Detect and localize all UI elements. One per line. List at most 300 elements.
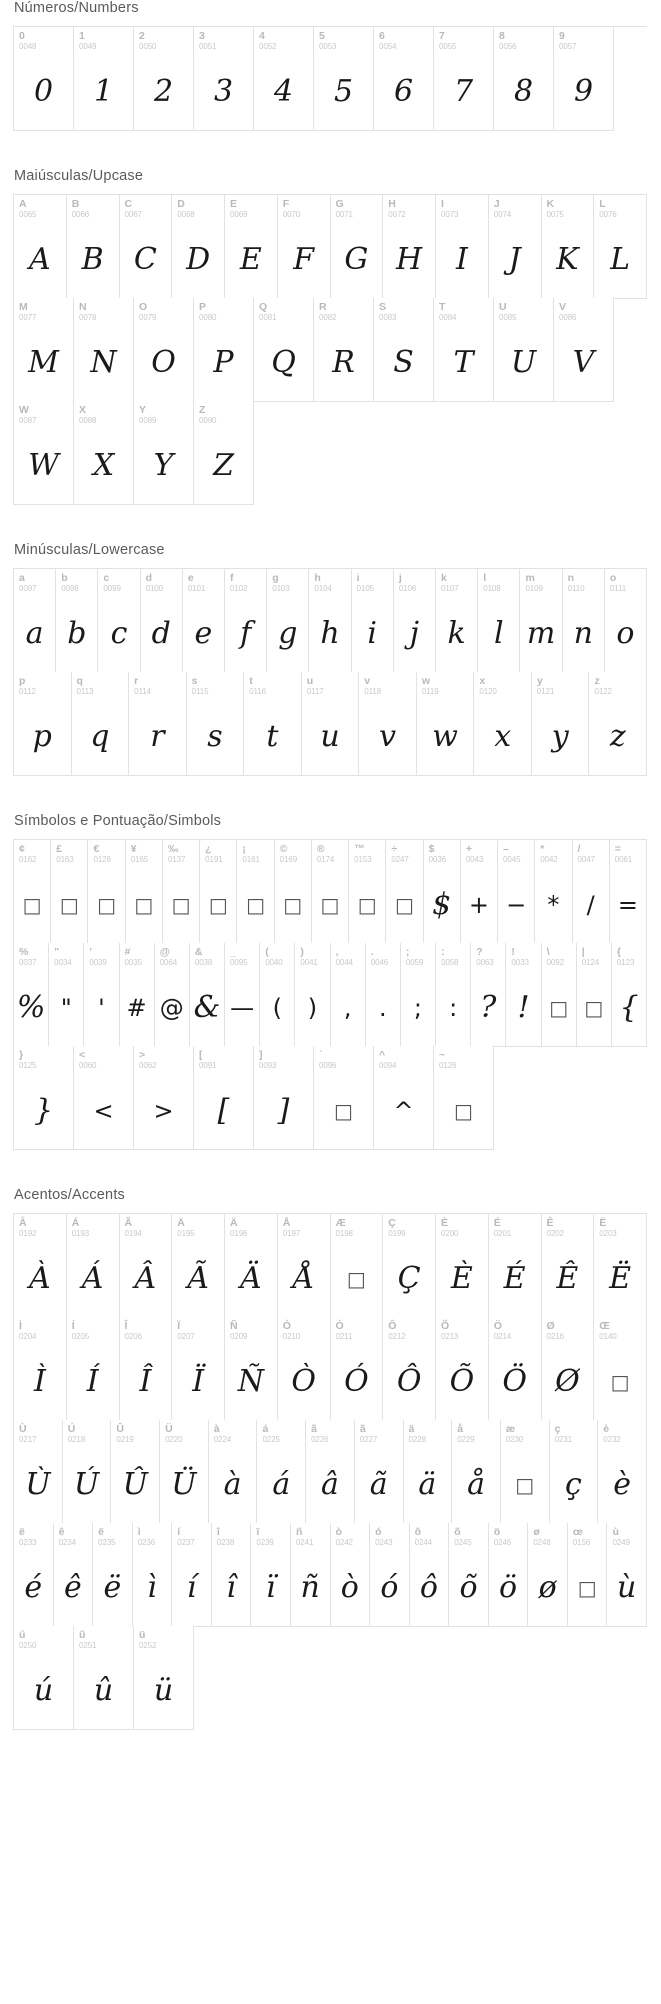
glyph-cell[interactable] [194,401,254,505]
glyph-cell[interactable] [14,943,49,1047]
glyph-cell[interactable] [72,672,130,776]
glyph-cell[interactable] [366,943,401,1047]
glyph-cell[interactable] [267,569,309,673]
glyph-meta [275,840,311,864]
glyph-cell[interactable] [314,1046,374,1150]
glyph-cell[interactable] [424,840,461,944]
glyph-cell[interactable] [394,569,436,673]
glyph-code: 0109 [525,584,543,593]
glyph-cell[interactable] [14,672,72,776]
glyph-cell[interactable] [194,1046,254,1150]
glyph-cell[interactable] [14,27,74,131]
glyph-cell[interactable] [374,1046,434,1150]
glyph-preview: " [60,993,72,1022]
glyph-cell[interactable] [254,27,314,131]
glyph-cell[interactable] [295,943,330,1047]
glyph-cell[interactable] [134,298,194,402]
glyph-preview: ç [565,1467,582,1502]
glyph-cell[interactable] [278,195,331,299]
glyph-row [13,26,647,131]
glyph-cell[interactable] [612,943,647,1047]
glyph-meta [172,1214,224,1238]
glyph-meta [134,298,193,322]
glyph-cell[interactable] [489,195,542,299]
glyph-cell[interactable] [474,672,532,776]
glyph-preview: . [378,993,387,1022]
glyph-code: 0098 [61,584,79,593]
glyph-cell[interactable] [14,1523,54,1627]
glyph-meta [155,943,189,967]
glyph-meta [14,1523,53,1547]
glyph-cell[interactable] [374,298,434,402]
glyph-cell[interactable] [63,1420,112,1524]
glyph-meta [74,298,133,322]
glyph-preview: , [343,993,352,1022]
glyph-meta [383,1317,435,1341]
glyph-preview: n [573,616,593,651]
glyph-cell[interactable] [542,195,595,299]
glyph-char-label: z [594,675,600,687]
glyph-preview: d [151,616,171,651]
glyph-preview: A [29,242,51,277]
glyph-meta [56,569,97,593]
glyph-cell[interactable] [331,195,384,299]
glyph-meta [568,1523,607,1547]
glyph-meta [14,672,71,696]
glyph-cell[interactable] [461,840,498,944]
glyph-cell[interactable] [111,1420,160,1524]
glyph-cell[interactable] [172,1523,212,1627]
glyph-cell[interactable] [471,943,506,1047]
glyph-cell[interactable] [225,1317,278,1421]
glyph-cell[interactable] [452,1420,501,1524]
glyph-cell[interactable] [383,195,436,299]
glyph-cell[interactable] [449,1523,489,1627]
glyph-preview: □ [22,892,42,917]
glyph-preview: □ [346,1266,366,1291]
glyph-cell[interactable] [314,298,374,402]
glyph-meta [302,672,359,696]
glyph-cell[interactable] [528,1523,568,1627]
glyph-cell[interactable] [74,1046,134,1150]
glyph-cell[interactable] [134,1046,194,1150]
glyph-char-label: y [536,675,543,687]
glyph-cell[interactable] [14,1420,63,1524]
glyph-cell[interactable] [542,943,577,1047]
glyph-code: 0196 [230,1229,248,1238]
glyph-code: 0126 [439,1061,457,1070]
glyph-char-label: ™ [354,843,365,855]
glyph-cell[interactable] [120,195,173,299]
glyph-cell[interactable] [278,1317,331,1421]
glyph-cell[interactable] [244,672,302,776]
glyph-cell[interactable] [550,1420,599,1524]
glyph-cell[interactable] [56,569,98,673]
glyph-cell[interactable] [494,298,554,402]
glyph-meta [278,195,330,219]
glyph-char-label: Œ [599,1320,610,1332]
glyph-meta [98,569,139,593]
glyph-cell[interactable] [14,1626,74,1730]
glyph-cell[interactable] [489,1317,542,1421]
glyph-cell[interactable] [594,1317,647,1421]
glyph-char-label: = [614,843,621,855]
glyph-char-label: x [479,675,486,687]
glyph-cell[interactable] [254,298,314,402]
glyph-cell[interactable] [120,943,155,1047]
glyph-preview: á [272,1467,291,1502]
glyph-cell[interactable] [93,1523,133,1627]
glyph-char-label: Å [282,1217,291,1229]
glyph-char-label: ë [98,1526,104,1538]
glyph-cell[interactable] [225,943,260,1047]
glyph-cell[interactable] [67,195,120,299]
glyph-cell[interactable] [54,1523,94,1627]
glyph-cell[interactable] [278,1214,331,1318]
glyph-meta [120,943,154,967]
glyph-cell[interactable] [554,27,614,131]
glyph-preview: Å [292,1261,315,1296]
glyph-cell[interactable] [314,27,374,131]
glyph-char-label: œ [572,1526,583,1538]
glyph-cell[interactable] [88,840,125,944]
glyph-meta [331,195,383,219]
glyph-code: 0119 [421,687,439,696]
glyph-meta [163,840,199,864]
glyph-meta [494,27,553,51]
section-spacer [0,148,661,168]
glyph-cell[interactable] [607,1523,647,1627]
glyph-cell[interactable] [386,840,423,944]
glyph-grid-accents [13,1213,647,1730]
glyph-preview: 4 [273,74,294,109]
glyph-meta [257,1420,305,1444]
glyph-cell[interactable] [67,1214,120,1318]
glyph-cell[interactable] [494,27,554,131]
glyph-code: 0194 [124,1229,142,1238]
glyph-cell[interactable] [436,569,478,673]
glyph-code: 0059 [405,958,424,967]
glyph-char-label: # [124,946,131,958]
glyph-meta [607,1523,646,1547]
glyph-cell[interactable] [506,943,541,1047]
glyph-cell[interactable] [370,1523,410,1627]
glyph-cell[interactable] [359,672,417,776]
glyph-cell[interactable] [251,1523,291,1627]
glyph-code: 0234 [58,1538,76,1547]
glyph-preview: T [453,345,474,380]
glyph-preview: 9 [573,74,594,109]
glyph-cell[interactable] [225,1214,278,1318]
glyph-cell[interactable] [594,195,647,299]
glyph-cell[interactable] [194,27,254,131]
glyph-cell[interactable] [434,1046,494,1150]
glyph-char-label: p [19,675,26,687]
glyph-preview: [ [217,1093,230,1128]
glyph-meta [14,298,73,322]
glyph-char-label: D [177,198,185,210]
glyph-cell[interactable] [14,401,74,505]
glyph-meta [120,195,172,219]
glyph-cell[interactable] [67,1317,120,1421]
glyph-row [13,943,647,1047]
glyph-code: 0099 [103,584,121,593]
glyph-cell[interactable] [84,943,119,1047]
glyph-cell[interactable] [535,840,572,944]
glyph-cell[interactable] [568,1523,608,1627]
glyph-meta [306,1420,354,1444]
glyph-meta [14,840,50,864]
glyph-cell[interactable] [212,1523,252,1627]
glyph-row [13,1317,647,1421]
glyph-cell[interactable] [254,1046,314,1150]
glyph-cell[interactable] [225,569,267,673]
glyph-cell[interactable] [51,840,88,944]
glyph-cell[interactable] [306,1420,355,1524]
section-numbers [0,0,661,131]
glyph-cell[interactable] [436,943,471,1047]
glyph-preview: û [93,1673,114,1708]
glyph-cell[interactable] [237,840,274,944]
glyph-char-label: H [388,198,396,210]
glyph-cell[interactable] [489,1523,529,1627]
glyph-code: 0191 [205,855,223,864]
glyph-cell[interactable] [436,195,489,299]
glyph-char-label: c [103,572,110,584]
glyph-code: 0116 [249,687,266,696]
glyph-cell[interactable] [275,840,312,944]
glyph-cell[interactable] [187,672,245,776]
glyph-code: 0239 [256,1538,274,1547]
glyph-preview: Q [271,345,296,380]
glyph-cell[interactable] [120,1317,173,1421]
glyph-cell[interactable] [331,943,366,1047]
glyph-preview: ë [103,1570,122,1605]
glyph-preview: V [572,345,595,380]
glyph-cell[interactable] [436,1214,489,1318]
glyph-cell[interactable] [331,1214,384,1318]
glyph-preview: ê [63,1570,82,1605]
glyph-cell[interactable] [312,840,349,944]
glyph-meta [160,1420,208,1444]
glyph-meta [278,1214,330,1238]
glyph-code: 0227 [359,1435,378,1444]
glyph-char-label: > [139,1049,146,1061]
glyph-cell[interactable] [291,1523,331,1627]
glyph-cell[interactable] [302,672,360,776]
glyph-code: 0220 [165,1435,183,1444]
glyph-cell[interactable] [14,1214,67,1318]
glyph-code: 0087 [19,416,37,425]
glyph-meta [14,1420,62,1444]
glyph-code: 0051 [199,42,217,51]
glyph-char-label: ^ [379,1049,386,1061]
glyph-meta [542,943,576,967]
glyph-char-label: u [306,675,314,687]
glyph-char-label: Æ [335,1217,346,1229]
glyph-cell[interactable] [542,1317,595,1421]
glyph-preview: : [449,993,458,1022]
glyph-grid-symbols [13,839,647,1150]
glyph-preview: 6 [393,74,414,109]
glyph-meta [111,1420,159,1444]
glyph-cell[interactable] [554,298,614,402]
glyph-cell[interactable] [225,195,278,299]
glyph-code: 0106 [398,584,417,593]
glyph-char-label: 5 [319,30,325,42]
glyph-cell[interactable] [498,840,535,944]
glyph-cell[interactable] [14,569,56,673]
glyph-char-label: Ñ [230,1320,238,1332]
glyph-cell[interactable] [404,1420,453,1524]
glyph-cell[interactable] [478,569,520,673]
glyph-cell[interactable] [14,1317,67,1421]
glyph-cell[interactable] [436,1317,489,1421]
glyph-cell[interactable] [355,1420,404,1524]
glyph-char-label: F [282,198,290,210]
glyph-code: 0066 [71,210,90,219]
glyph-cell[interactable] [594,1214,647,1318]
glyph-cell[interactable] [14,298,74,402]
glyph-preview: K [556,242,579,277]
glyph-cell[interactable] [434,298,494,402]
glyph-cell[interactable] [383,1214,436,1318]
glyph-grid-numbers [13,26,647,131]
glyph-cell[interactable] [434,27,494,131]
glyph-preview: □ [577,1575,597,1600]
glyph-meta [404,1420,452,1444]
glyph-code: 0056 [499,42,517,51]
glyph-cell[interactable] [532,672,590,776]
glyph-code: 0071 [335,210,353,219]
glyph-code: 0038 [194,958,213,967]
glyph-code: 0137 [167,855,186,864]
glyph-cell[interactable] [209,1420,258,1524]
glyph-cell[interactable] [605,569,647,673]
glyph-cell[interactable] [133,1523,173,1627]
glyph-cell[interactable] [410,1523,450,1627]
glyph-cell[interactable] [383,1317,436,1421]
glyph-cell[interactable] [74,1626,134,1730]
section-title-accents: Acentos/Accents [14,1187,125,1203]
glyph-cell[interactable] [200,840,237,944]
glyph-cell[interactable] [141,569,183,673]
glyph-cell[interactable] [49,943,84,1047]
glyph-char-label: : [441,946,445,958]
glyph-cell[interactable] [577,943,612,1047]
glyph-cell[interactable] [183,569,225,673]
glyph-cell[interactable] [352,569,394,673]
glyph-cell[interactable] [194,298,254,402]
glyph-char-label: l [483,572,487,584]
glyph-cell[interactable] [134,401,194,505]
glyph-preview: Ñ [237,1364,264,1399]
glyph-preview: G [344,242,369,277]
glyph-cell[interactable] [14,840,51,944]
glyph-cell[interactable] [134,1626,194,1730]
glyph-cell[interactable] [14,1046,74,1150]
glyph-code: 0246 [493,1538,512,1547]
glyph-code: 0229 [457,1435,475,1444]
glyph-cell[interactable] [331,1317,384,1421]
glyph-preview: U [510,345,537,380]
glyph-cell[interactable] [126,840,163,944]
glyph-cell[interactable] [190,943,225,1047]
glyph-char-label: o [609,572,617,584]
glyph-char-label: & [194,946,203,958]
glyph-char-label: e [187,572,194,584]
glyph-char-label: ã [359,1423,366,1435]
glyph-char-label: t [249,675,253,687]
glyph-char-label: 6 [379,30,385,42]
glyph-meta [14,569,55,593]
glyph-cell[interactable] [309,569,351,673]
glyph-cell[interactable] [489,1214,542,1318]
glyph-cell[interactable] [134,27,194,131]
glyph-cell[interactable] [257,1420,306,1524]
glyph-cell[interactable] [598,1420,647,1524]
glyph-code: 0202 [546,1229,564,1238]
glyph-cell[interactable] [172,195,225,299]
glyph-cell[interactable] [349,840,386,944]
glyph-cell[interactable] [589,672,647,776]
glyph-cell[interactable] [172,1214,225,1318]
glyph-cell[interactable] [120,1214,173,1318]
glyph-code: 0034 [54,958,72,967]
glyph-char-label: " [54,946,60,958]
glyph-cell[interactable] [98,569,140,673]
glyph-cell[interactable] [172,1317,225,1421]
glyph-char-label: Ù [19,1423,27,1435]
glyph-meta [74,401,133,425]
glyph-char-label: / [577,843,581,855]
glyph-cell[interactable] [74,298,134,402]
glyph-cell[interactable] [563,569,605,673]
glyph-meta [194,401,253,425]
glyph-cell[interactable] [542,1214,595,1318]
glyph-cell[interactable] [155,943,190,1047]
glyph-cell[interactable] [610,840,647,944]
glyph-cell[interactable] [160,1420,209,1524]
glyph-cell[interactable] [129,672,187,776]
glyph-meta [528,1523,567,1547]
glyph-preview: / [586,890,595,919]
glyph-cell[interactable] [163,840,200,944]
glyph-cell[interactable] [417,672,475,776]
glyph-cell[interactable] [520,569,562,673]
glyph-preview: ù [617,1570,637,1605]
glyph-cell[interactable] [74,27,134,131]
glyph-cell[interactable] [260,943,295,1047]
glyph-char-label: R [319,301,327,313]
glyph-cell[interactable] [74,401,134,505]
glyph-code: 0091 [199,1061,217,1070]
glyph-preview: + [468,890,489,919]
glyph-cell[interactable] [331,1523,371,1627]
glyph-char-label: Á [71,1217,80,1229]
glyph-preview: — [230,993,255,1022]
glyph-preview: E [239,242,262,277]
glyph-code: 0042 [540,855,558,864]
glyph-preview: è [613,1467,631,1502]
glyph-cell[interactable] [14,195,67,299]
glyph-cell[interactable] [501,1420,550,1524]
glyph-code: 0250 [19,1641,37,1650]
glyph-cell[interactable] [401,943,436,1047]
glyph-cell[interactable] [374,27,434,131]
glyph-cell[interactable] [573,840,610,944]
glyph-char-label: < [79,1049,86,1061]
